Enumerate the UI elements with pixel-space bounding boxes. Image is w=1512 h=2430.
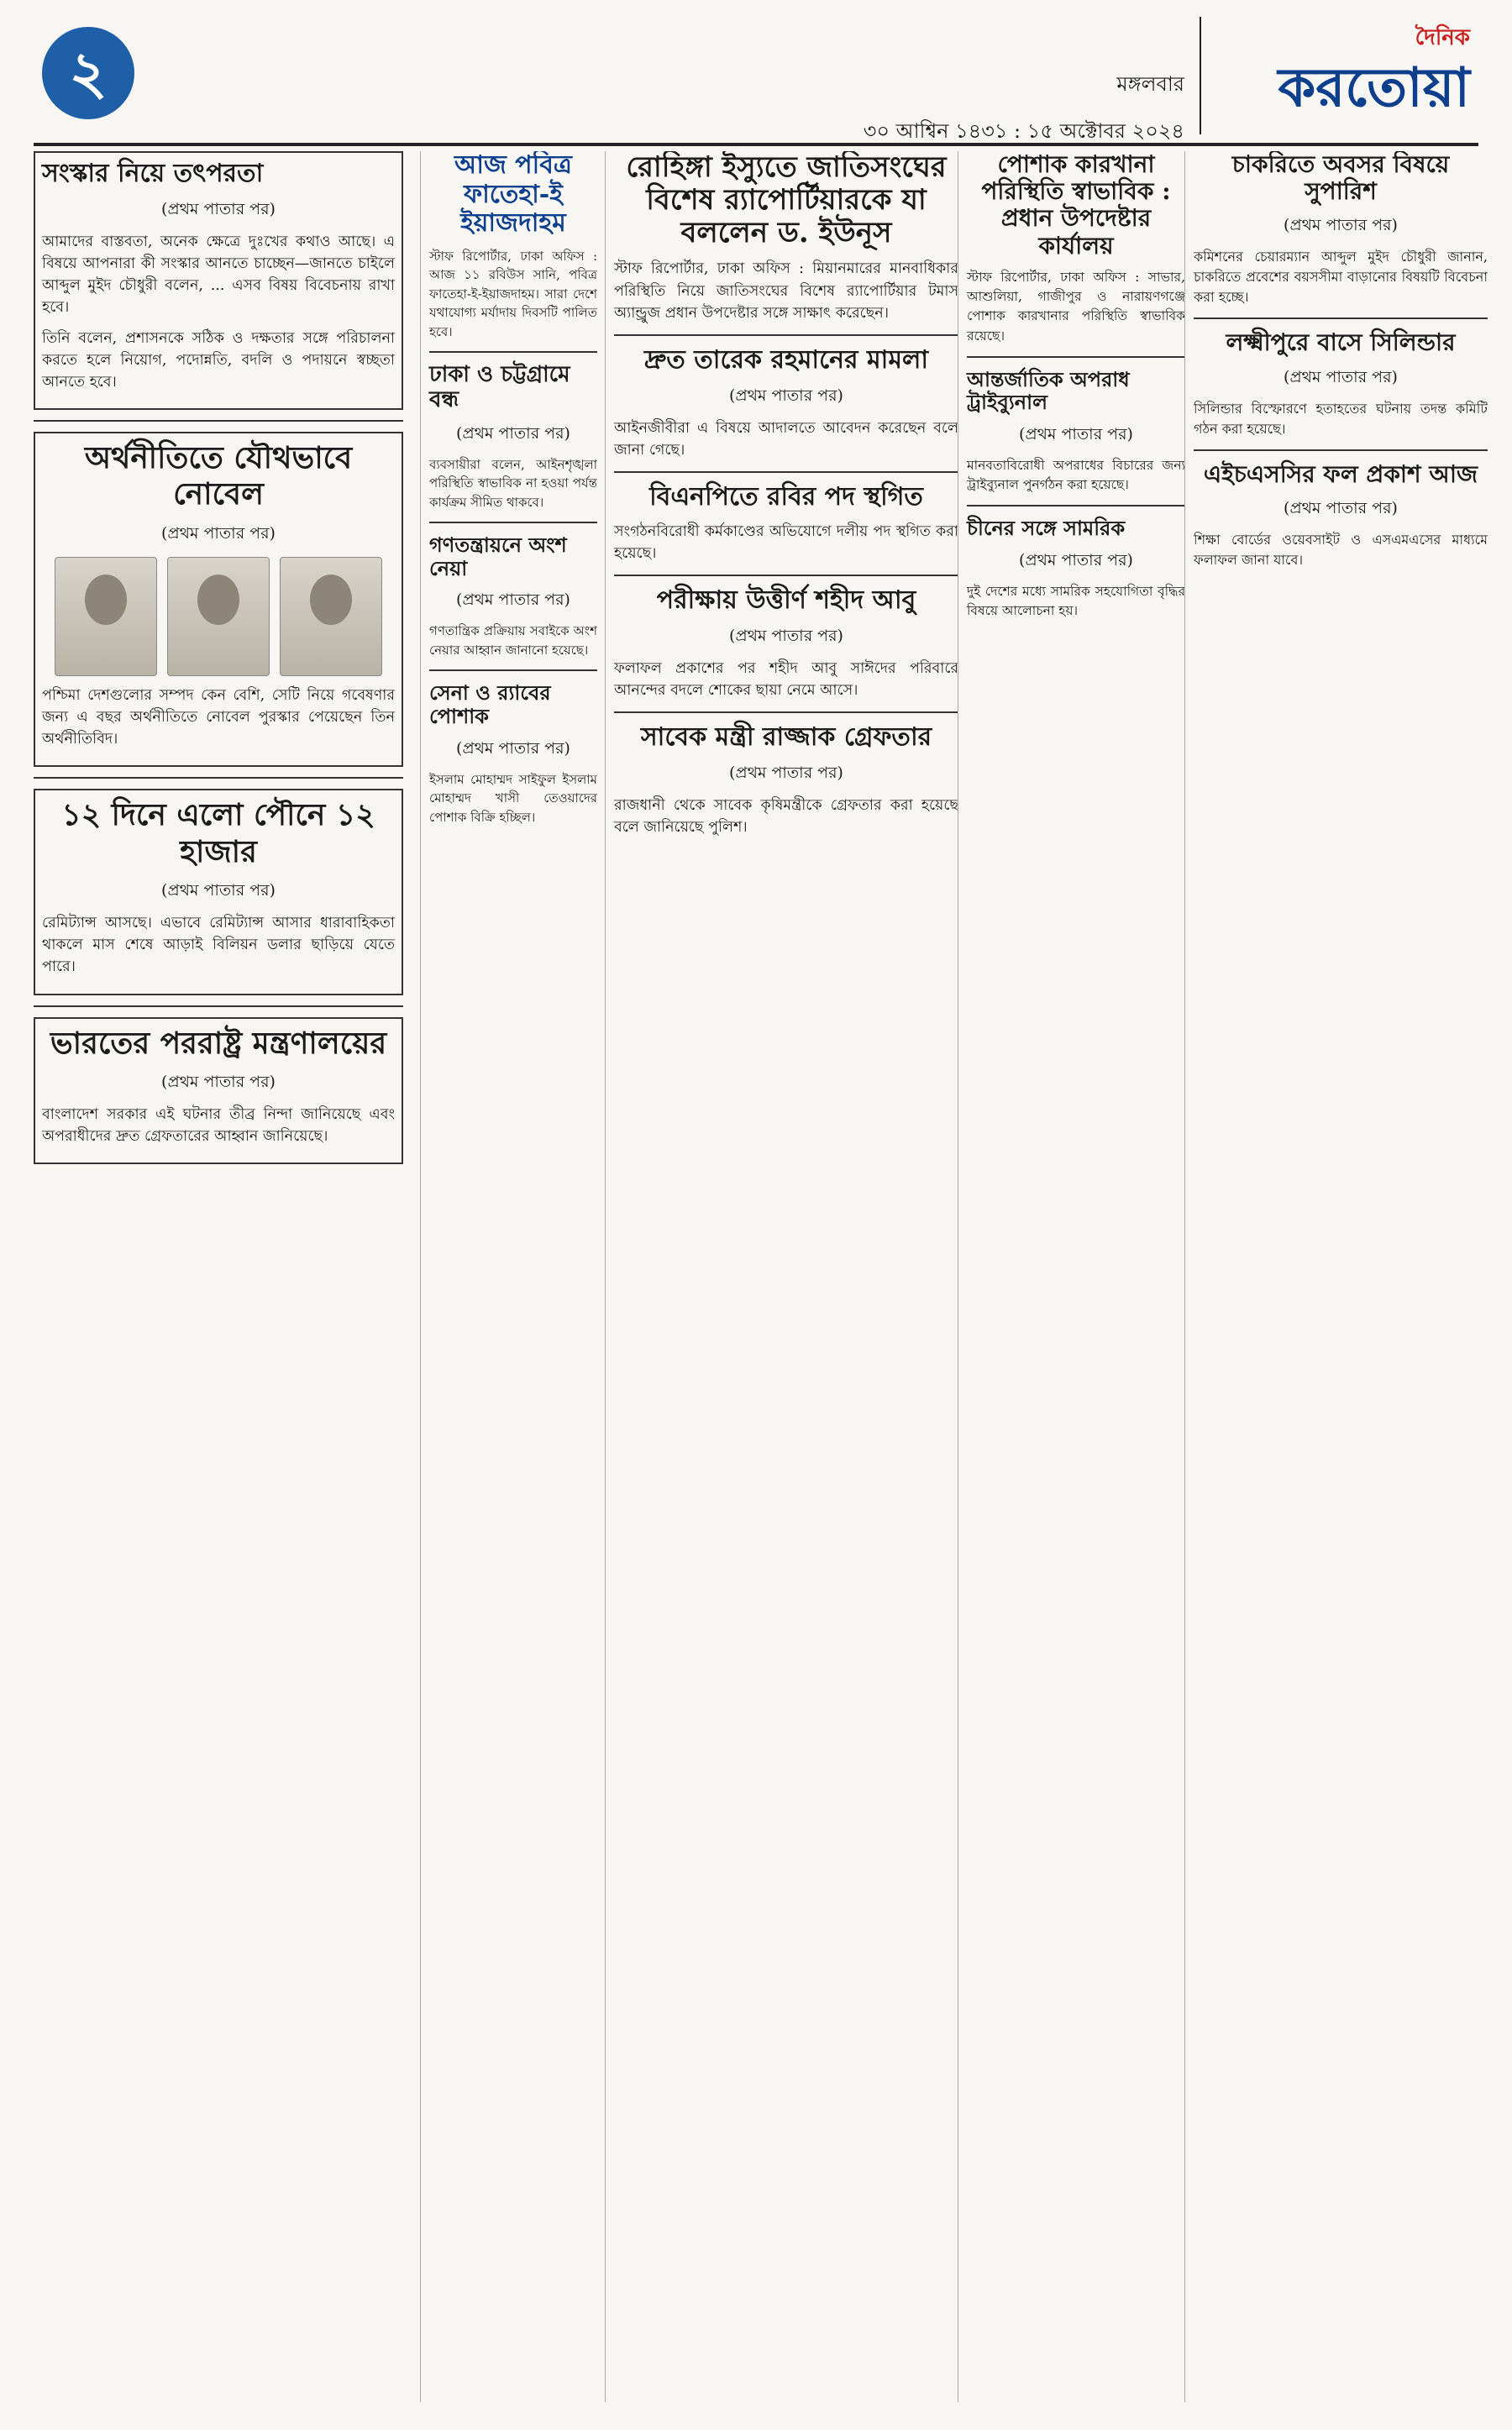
article-reform bbox=[34, 151, 403, 410]
headline: ভারতের পররাষ্ট্র মন্ত্রণালয়ের bbox=[50, 1025, 387, 1061]
masthead bbox=[34, 17, 1478, 146]
paragraph: দুই দেশের মধ্যে সামরিক সহযোগিতা বৃদ্ধির বিষয়ে আলোচনা হয়। bbox=[967, 584, 1185, 619]
column-2 bbox=[420, 151, 597, 2402]
paragraph: স্টাফ রিপোর্টার, ঢাকা অফিস : আজ ১১ রবিউস সানি, পবিত্র ফাতেহা-ই-ইয়াজদাহম। সারা দেশে যথাযোগ্য মর্যাদায় দিবসটি পালিত হবে। bbox=[429, 248, 597, 339]
divider bbox=[429, 351, 597, 353]
continuation-label: (প্রথম পাতার পর) bbox=[456, 738, 570, 758]
headline: গণতন্ত্রায়নে অংশ নেয়া bbox=[429, 533, 567, 580]
logo-small-text: দৈনিক bbox=[1415, 25, 1470, 50]
paragraph: সিলিন্ডার বিস্ফোরণে হতাহতের ঘটনায় তদন্ত কমিটি গঠন করা হয়েছে। bbox=[1194, 400, 1488, 437]
paragraph: গণতান্ত্রিক প্রক্রিয়ায় সবাইকে অংশ নেয়ার আহ্বান জানানো হয়েছে। bbox=[429, 623, 597, 658]
headline: আন্তর্জাতিক অপরাধ ট্রাইব্যুনাল bbox=[967, 366, 1130, 415]
divider bbox=[1194, 318, 1488, 319]
divider bbox=[967, 356, 1185, 358]
headline: ১২ দিনে এলো পৌনে ১২ হাজার bbox=[61, 797, 375, 869]
laureate-photo bbox=[167, 557, 270, 676]
continuation-label: (প্রথম পাতার পর) bbox=[1019, 424, 1133, 443]
divider bbox=[429, 522, 597, 523]
divider bbox=[34, 420, 403, 422]
headline: লক্ষ্মীপুরে বাসে সিলিন্ডার bbox=[1226, 328, 1456, 357]
continuation-label: (প্রথম পাতার পর) bbox=[161, 880, 276, 900]
divider bbox=[614, 711, 958, 713]
logo-big-text: করতোয়া bbox=[1278, 57, 1470, 119]
divider bbox=[614, 575, 958, 576]
headline: ঢাকা ও চট্টগ্রামে বন্ধ bbox=[429, 362, 570, 412]
continuation-label: (প্রথম পাতার পর) bbox=[729, 626, 843, 645]
column-1 bbox=[34, 151, 403, 2402]
headline: চাকরিতে অবসর বিষয়ে সুপারিশ bbox=[1231, 151, 1450, 206]
laureate-photo bbox=[280, 557, 382, 676]
continuation-label: (প্রথম পাতার পর) bbox=[729, 386, 843, 405]
headline: সেনা ও র‍্যাবের পোশাক bbox=[429, 680, 551, 729]
paragraph: শিক্ষা বোর্ডের ওয়েবসাইট ও এসএমএসের মাধ্যমে ফলাফল জানা যাবে। bbox=[1194, 531, 1488, 568]
continuation-label: (প্রথম পাতার পর) bbox=[456, 423, 570, 443]
continuation-label: (প্রথম পাতার পর) bbox=[161, 1072, 276, 1091]
paragraph: আমাদের বাস্তবতা, অনেক ক্ষেত্রে দুঃখের কথাও আছে। এ বিষয়ে আপনারা কী সংস্কার আনতে চাচ্ছেন—জানতে চাইলে আব্দুল মুইদ চৌধুরী বলেন, ... এসব বিষয় বিবেচনায় রাখা হবে। bbox=[42, 233, 395, 317]
column-5 bbox=[1184, 151, 1488, 2402]
divider bbox=[34, 777, 403, 779]
laureate-photo bbox=[55, 557, 157, 676]
paragraph: সংগঠনবিরোধী কর্মকাণ্ডের অভিযোগে দলীয় পদ স্থগিত করা হয়েছে। bbox=[614, 522, 958, 562]
continuation-label: (প্রথম পাতার পর) bbox=[729, 763, 843, 782]
headline: সংস্কার নিয়ে তৎপরতা bbox=[42, 159, 264, 188]
article-remittance bbox=[34, 789, 403, 995]
headline: পরীক্ষায় উত্তীর্ণ শহীদ আবু bbox=[656, 585, 916, 616]
headline: চীনের সঙ্গে সামরিক bbox=[967, 516, 1126, 541]
paragraph: রেমিট্যান্স আসছে। এভাবে রেমিট্যান্স আসার ধারাবাহিকতা থাকলে মাস শেষে আড়াই বিলিয়ন ডলার ছাড়িয়ে যেতে পারে। bbox=[42, 914, 395, 976]
column-4 bbox=[958, 151, 1185, 2402]
weekday: মঙ্গলবার bbox=[1116, 72, 1184, 96]
continuation-label: (প্রথম পাতার পর) bbox=[456, 590, 570, 610]
paragraph: মানবতাবিরোধী অপরাধের বিচারের জন্য ট্রাইব্যুনাল পুনর্গঠন করা হয়েছে। bbox=[967, 457, 1185, 493]
continuation-label: (প্রথম পাতার পর) bbox=[161, 523, 276, 543]
divider bbox=[429, 669, 597, 671]
headline: সাবেক মন্ত্রী রাজ্জাক গ্রেফতার bbox=[640, 722, 932, 753]
headline: এইচএসসির ফল প্রকাশ আজ bbox=[1203, 459, 1478, 488]
divider bbox=[1194, 449, 1488, 451]
paragraph: বাংলাদেশ সরকার এই ঘটনার তীব্র নিন্দা জানিয়েছে এবং অপরাধীদের দ্রুত গ্রেফতারের আহ্বান জানিয়েছে। bbox=[42, 1105, 395, 1145]
divider bbox=[614, 471, 958, 473]
paragraph: পশ্চিমা দেশগুলোর সম্পদ কেন বেশি, সেটি নিয়ে গবেষণার জন্য এ বছর অর্থনীতিতে নোবেল পুরস্কার পেয়েছেন তিন অর্থনীতিবিদ। bbox=[42, 686, 395, 748]
column-3 bbox=[605, 151, 958, 2402]
headline: পোশাক কারখানা পরিস্থিতি স্বাভাবিক : প্রধান উপদেষ্টার কার্যালয় bbox=[981, 151, 1171, 260]
headline: অর্থনীতিতে যৌথভাবে নোবেল bbox=[84, 440, 353, 512]
paragraph: তিনি বলেন, প্রশাসনকে সঠিক ও দক্ষতার সঙ্গে পরিচালনা করতে হলে নিয়োগ, পদোন্নতি, বদলি ও পদায়নে স্বচ্ছতা আনতে হবে। bbox=[42, 329, 395, 391]
paragraph: স্টাফ রিপোর্টার, ঢাকা অফিস : সাভার, আশুলিয়া, গাজীপুর ও নারায়ণগঞ্জে পোশাক কারখানার পরিস্থিতি স্বাভাবিক রয়েছে। bbox=[967, 269, 1185, 344]
paragraph: কমিশনের চেয়ারম্যান আব্দুল মুইদ চৌধুরী জানান, চাকরিতে প্রবেশের বয়সসীমা বাড়ানোর বিষয়টি বিবেচনা করা হচ্ছে। bbox=[1194, 249, 1488, 306]
headline: দ্রুত তারেক রহমানের মামলা bbox=[643, 345, 929, 375]
paragraph: ইসলাম মোহাম্মদ সাইফুল ইসলাম মোহাম্মদ খাসী তেওয়াদের পোশাক বিক্রি হচ্ছিল। bbox=[429, 771, 597, 825]
headline: আজ পবিত্র ফাতেহা-ই ইয়াজদাহম bbox=[454, 151, 572, 238]
date-line: ৩০ আশ্বিন ১৪৩১ : ১৫ অক্টোবর ২০২৪ bbox=[863, 119, 1184, 143]
headline: রোহিঙ্গা ইস্যুতে জাতিসংঘের বিশেষ র‍্যাপোর্টিয়ারকে যা বললেন ড. ইউনূস bbox=[626, 151, 947, 250]
continuation-label: (প্রথম পাতার পর) bbox=[161, 199, 276, 218]
paragraph: ফলাফল প্রকাশের পর শহীদ আবু সাঈদের পরিবারে আনন্দের বদলে শোকের ছায়া নেমে আসে। bbox=[614, 659, 958, 699]
divider bbox=[614, 334, 958, 336]
headline: বিএনপিতে রবির পদ স্থগিত bbox=[649, 482, 923, 512]
paragraph: আইনজীবীরা এ বিষয়ে আদালতে আবেদন করেছেন বলে জানা গেছে। bbox=[614, 419, 958, 459]
paragraph: স্টাফ রিপোর্টার, ঢাকা অফিস : মিয়ানমারের মানবাধিকার পরিস্থিতি নিয়ে জাতিসংঘের বিশেষ র‍্যাপোর্টিয়ার টমাস অ্যান্ড্রুজ প্রধান উপদেষ্টার সঙ্গে সাক্ষাৎ করেছেন। bbox=[614, 260, 958, 322]
article-india-ministry bbox=[34, 1017, 403, 1165]
continuation-label: (প্রথম পাতার পর) bbox=[1284, 367, 1398, 386]
newspaper-logo bbox=[1200, 17, 1478, 134]
continuation-label: (প্রথম পাতার পর) bbox=[1019, 551, 1133, 570]
continuation-label: (প্রথম পাতার পর) bbox=[1284, 498, 1398, 517]
paragraph: রাজধানী থেকে সাবেক কৃষিমন্ত্রীকে গ্রেফতার করা হয়েছে বলে জানিয়েছে পুলিশ। bbox=[614, 796, 958, 836]
continuation-label: (প্রথম পাতার পর) bbox=[1284, 216, 1398, 235]
page-number-badge: ২ bbox=[42, 27, 134, 119]
paragraph: ব্যবসায়ীরা বলেন, আইনশৃঙ্খলা পরিস্থিতি স্বাভাবিক না হওয়া পর্যন্ত কার্যক্রম সীমিত থাকবে। bbox=[429, 456, 597, 510]
article-nobel bbox=[34, 432, 403, 767]
photo-row bbox=[42, 557, 395, 676]
divider bbox=[34, 1005, 403, 1007]
divider bbox=[967, 505, 1185, 506]
